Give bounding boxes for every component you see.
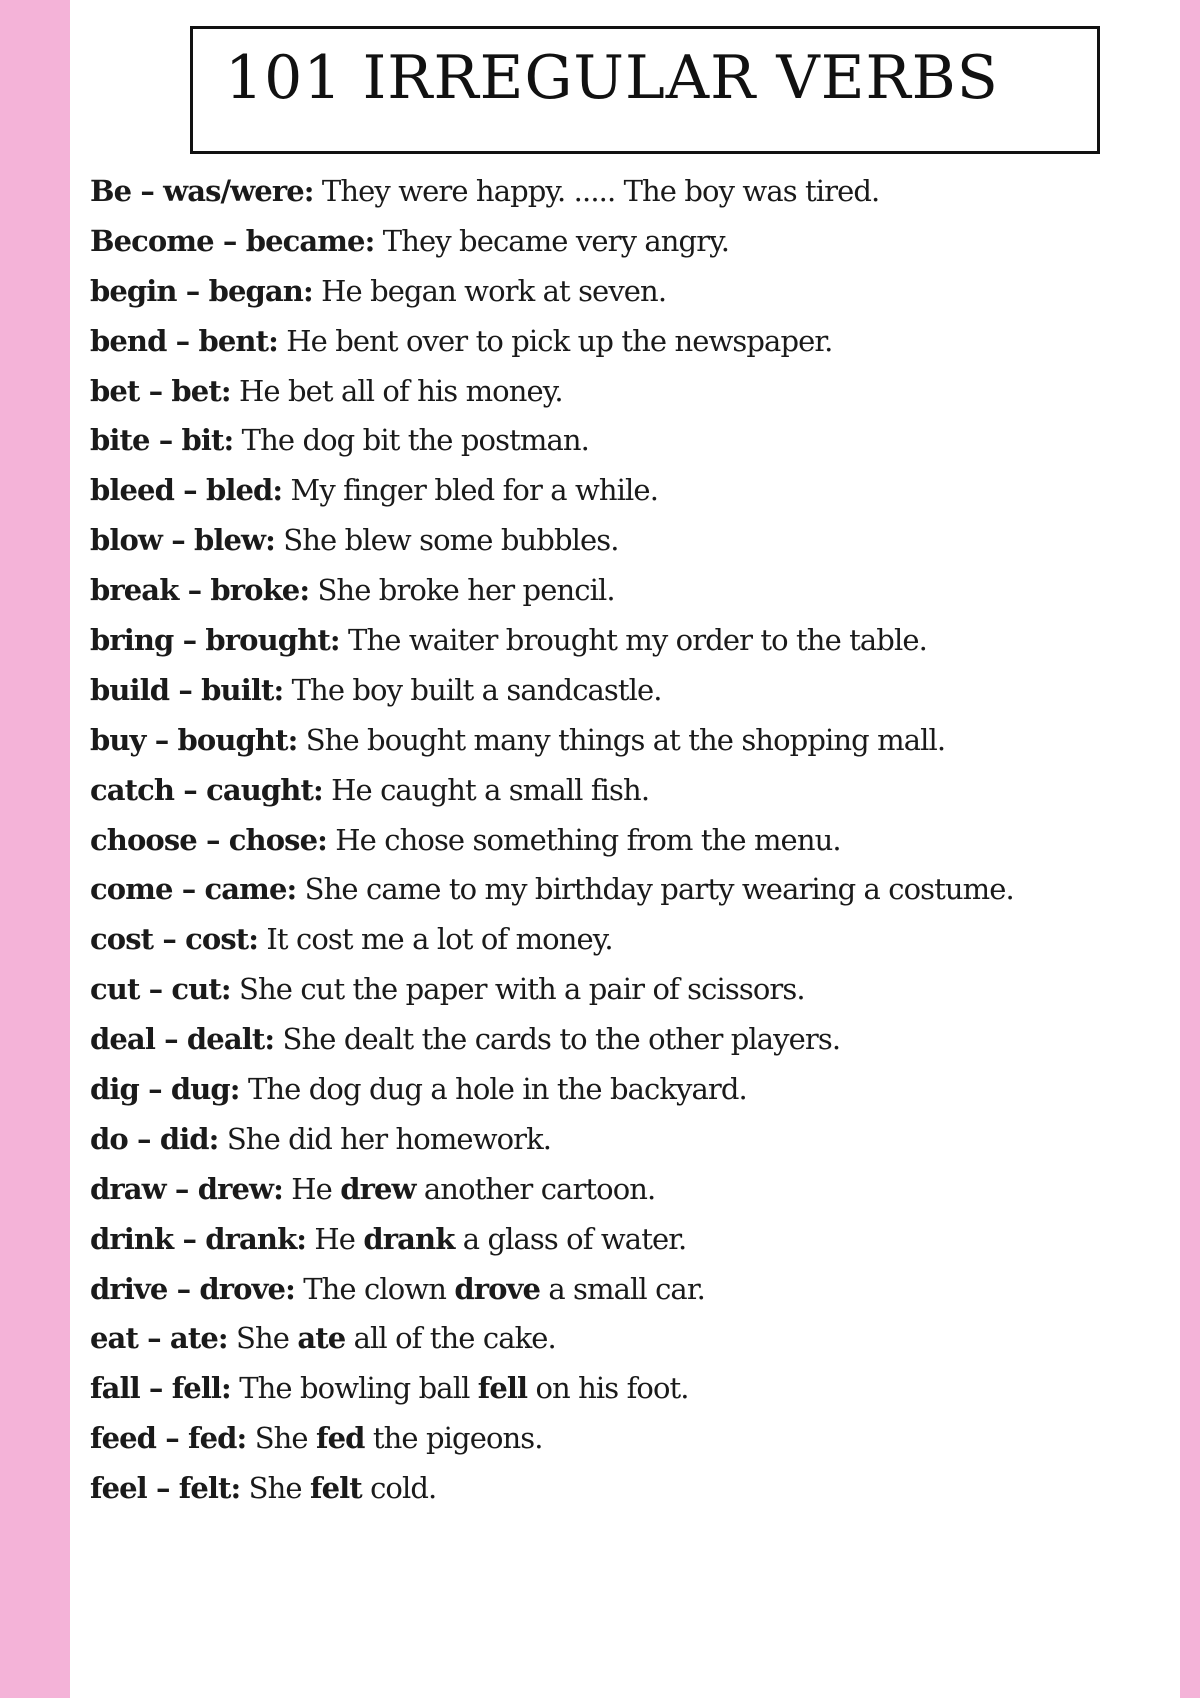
highlighted-verb: felt [310, 1471, 362, 1506]
verb-entry [90, 366, 1165, 416]
verb-forms: feel – felt: [90, 1471, 241, 1506]
verb-forms: eat – ate: [90, 1321, 228, 1356]
title-box [190, 26, 1100, 154]
verb-example [240, 1471, 436, 1505]
verb-entry [90, 1214, 1165, 1264]
verb-forms: bleed – bled: [90, 473, 283, 508]
verb-entry [90, 1164, 1165, 1214]
example-text: The waiter brought my order to the table. [348, 623, 927, 658]
verb-forms: do – did: [90, 1121, 219, 1156]
verb-entry [90, 914, 1165, 964]
verb-example [297, 723, 945, 757]
page [70, 0, 1180, 1698]
verb-forms: bring – brought: [90, 623, 340, 658]
highlighted-verb: drank [363, 1221, 455, 1256]
example-text: The dog bit the postman. [241, 423, 589, 458]
verb-example [306, 1222, 686, 1256]
example-text: The dog dug a hole in the backyard. [247, 1072, 747, 1107]
highlighted-verb: fell [477, 1371, 528, 1406]
example-text: He [314, 1221, 356, 1256]
example-text: a small car. [548, 1271, 705, 1306]
example-text: She blew some bubbles. [283, 523, 619, 558]
example-text: They were happy. ..... The boy was tired. [321, 174, 880, 208]
verb-entry [90, 765, 1165, 815]
verb-example [231, 374, 563, 408]
example-text: They became very angry. [382, 223, 730, 258]
example-text: My finger bled for a while. [290, 473, 659, 508]
verb-entry [90, 815, 1165, 865]
example-text: She cut the paper with a pair of scissors. [239, 972, 805, 1007]
verb-example [282, 473, 658, 507]
verb-example [274, 1022, 840, 1056]
verb-entry [90, 1014, 1165, 1064]
example-text: It cost me a lot of money. [266, 922, 613, 957]
verb-example [313, 274, 666, 308]
verb-forms: bet – bet: [90, 373, 231, 408]
verb-forms: fall – fell: [90, 1371, 231, 1406]
example-text: The bowling ball [239, 1371, 470, 1406]
example-text: She broke her pencil. [317, 573, 615, 608]
verb-example [295, 1272, 705, 1306]
verb-forms: cut – cut: [90, 972, 231, 1007]
verb-example [278, 324, 833, 358]
verb-forms: cost – cost: [90, 922, 259, 957]
verb-entry [90, 964, 1165, 1014]
verb-entry [90, 415, 1165, 465]
verb-forms: break – broke: [90, 573, 310, 608]
verb-forms: catch – caught: [90, 772, 323, 807]
example-text: He caught a small fish. [331, 772, 650, 807]
verb-forms: bend – bent: [90, 323, 278, 358]
verb-example [327, 823, 841, 857]
verb-forms: choose – chose: [90, 822, 327, 857]
verb-example [374, 224, 729, 258]
verb-example [340, 623, 927, 657]
verb-entry [90, 715, 1165, 765]
verb-example [240, 1072, 747, 1106]
verb-forms: build – built: [90, 672, 284, 707]
verb-example [283, 1172, 655, 1206]
verb-example [283, 673, 661, 707]
example-text: She came to my birthday party wearing a costume. [304, 872, 1014, 907]
verb-forms: drink – drank: [90, 1221, 307, 1256]
verb-forms: draw – drew: [90, 1171, 283, 1206]
verb-entry [90, 515, 1165, 565]
verb-entry [90, 266, 1165, 316]
example-text: The clown [303, 1271, 446, 1306]
example-text: He chose something from the menu. [335, 822, 841, 857]
verb-forms: begin – began: [90, 273, 313, 308]
verb-example [323, 773, 649, 807]
verb-forms: dig – dug: [90, 1072, 240, 1107]
verb-entry [90, 1463, 1165, 1513]
example-text: on his foot. [535, 1371, 689, 1406]
example-text: She [254, 1421, 308, 1456]
verb-example [219, 1122, 552, 1156]
verb-example [231, 972, 805, 1006]
example-text: another cartoon. [423, 1171, 656, 1206]
verb-forms: buy – bought: [90, 722, 298, 757]
example-text: He bet all of his money. [238, 373, 563, 408]
example-text: He bent over to pick up the newspaper. [286, 323, 833, 358]
example-text: He began work at seven. [321, 273, 667, 308]
verb-example [296, 872, 1014, 906]
verb-entry [90, 615, 1165, 665]
verb-entry [90, 565, 1165, 615]
example-text: the pigeons. [372, 1421, 543, 1456]
page-title: 101 IRREGULAR VERBS [225, 43, 999, 113]
highlighted-verb: ate [297, 1321, 346, 1356]
highlighted-verb: drove [454, 1271, 541, 1306]
verb-entry [90, 1363, 1165, 1413]
verb-entry [90, 316, 1165, 366]
verb-entry [90, 216, 1165, 266]
verb-entry [90, 864, 1165, 914]
verb-example [314, 174, 880, 208]
verb-forms: Be – was/were: [90, 174, 314, 208]
verb-example [231, 1371, 689, 1405]
verb-entry [90, 1413, 1165, 1463]
highlighted-verb: drew [340, 1171, 416, 1206]
example-text: She did her homework. [226, 1121, 552, 1156]
verb-forms: come – came: [90, 872, 297, 907]
example-text: She bought many things at the shopping mall. [305, 722, 946, 757]
verb-list [90, 166, 1165, 1513]
verb-forms: drive – drove: [90, 1271, 295, 1306]
example-text: a glass of water. [462, 1221, 687, 1256]
verb-forms: deal – dealt: [90, 1022, 275, 1057]
example-text: She [236, 1321, 290, 1356]
verb-example [309, 573, 615, 607]
verb-example [275, 523, 619, 557]
example-text: The boy built a sandcastle. [291, 672, 662, 707]
verb-forms: feed – fed: [90, 1421, 247, 1456]
verb-entry [90, 1064, 1165, 1114]
verb-entry [90, 665, 1165, 715]
verb-entry [90, 1264, 1165, 1314]
example-text: all of the cake. [353, 1321, 556, 1356]
verb-entry [90, 166, 1165, 216]
verb-entry [90, 465, 1165, 515]
verb-example [228, 1321, 556, 1355]
example-text: She dealt the cards to the other players. [282, 1022, 841, 1057]
verb-entry [90, 1114, 1165, 1164]
highlighted-verb: fed [316, 1421, 365, 1456]
verb-entry [90, 1313, 1165, 1363]
verb-forms: bite – bit: [90, 423, 234, 458]
verb-forms: blow – blew: [90, 523, 275, 558]
verb-example [246, 1421, 542, 1455]
verb-forms: Become – became: [90, 223, 375, 258]
verb-example [258, 922, 613, 956]
example-text: cold. [370, 1471, 437, 1506]
verb-example [233, 423, 589, 457]
example-text: He [291, 1171, 332, 1206]
example-text: She [248, 1471, 302, 1506]
